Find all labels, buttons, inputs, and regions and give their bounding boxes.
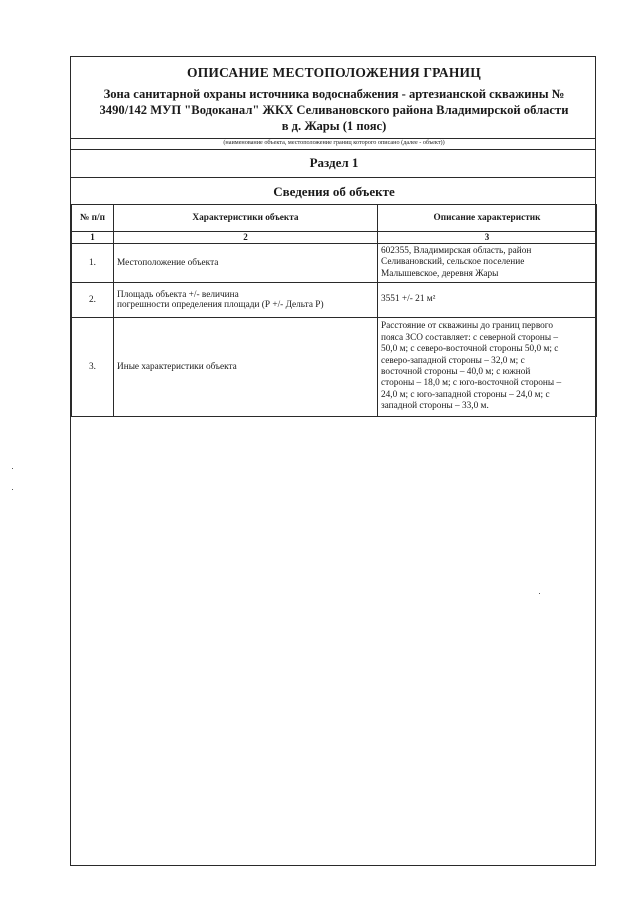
table-index-row [72, 232, 597, 244]
divider-under-section [71, 177, 595, 178]
object-name-line-3: в д. Жары (1 пояс) [281, 119, 387, 133]
row-characteristic [114, 283, 378, 318]
characteristic-line: Площадь объекта +/- величина [117, 290, 239, 300]
description-line: Селивановский, сельское поселение [381, 257, 525, 268]
description-line: стороны – 18,0 м; с юго-восточной стороны – [381, 378, 562, 389]
description-line: северо-западной стороны – 32,0 м; с [381, 355, 525, 366]
divider-under-caption [71, 149, 595, 150]
table-header-row [72, 205, 597, 232]
index-2: 2 [114, 232, 378, 244]
header-characteristic: Характеристики объекта [114, 205, 378, 232]
scan-speck [12, 489, 13, 490]
row-number: 3. [72, 318, 114, 417]
index-3: 3 [378, 232, 597, 244]
object-name-line-1: Зона санитарной охраны источника водоснабжения - артезианской скважины № [103, 87, 565, 101]
description-line: западной стороны – 33,0 м. [381, 401, 489, 412]
document-title: ОПИСАНИЕ МЕСТОПОЛОЖЕНИЯ ГРАНИЦ [187, 65, 481, 80]
row-characteristic: Местоположение объекта [114, 244, 378, 283]
scan-speck [539, 593, 540, 594]
description-line: 50,0 м; с северо-восточной стороны 50,0 м; с [381, 344, 559, 355]
scan-speck [12, 468, 13, 469]
description-line: 24,0 м; с юго-западной стороны – 24,0 м; с [381, 389, 550, 400]
row-characteristic: Иные характеристики объекта [114, 318, 378, 417]
description-line: пояса ЗСО составляет: с северной стороны – [381, 332, 559, 343]
document-frame [70, 56, 596, 866]
object-name [75, 86, 593, 134]
row-number: 1. [72, 244, 114, 283]
description-line: 602355, Владимирская область, район [381, 245, 532, 256]
row-number: 2. [72, 283, 114, 318]
header-description: Описание характеристик [378, 205, 597, 232]
description-line: восточной стороны – 40,0 м; с южной [381, 367, 531, 377]
object-name-line-2: 3490/142 МУП "Водоканал" ЖКХ Селивановского района Владимирской области [99, 103, 569, 117]
header-number: № п/п [72, 205, 114, 232]
table-row [72, 283, 597, 318]
table-row [72, 244, 597, 283]
description-line: Малышевское, деревня Жары [381, 268, 499, 279]
table-row [72, 318, 597, 417]
index-1: 1 [72, 232, 114, 244]
characteristic-line: погрешности определения площади (Р +/- Дельта Р) [117, 300, 324, 310]
section-title: Раздел 1 [309, 155, 359, 170]
object-caption: (наименование объекта, местоположение границ которого описано (далее - объект)) [223, 139, 445, 146]
characteristics-table [71, 204, 597, 417]
description-line: Расстояние от скважины до границ первого [381, 321, 554, 332]
row-description [378, 244, 597, 283]
info-title: Сведения об объекте [273, 184, 395, 199]
row-description [378, 318, 597, 417]
row-description: 3551 +/- 21 м² [378, 283, 597, 318]
